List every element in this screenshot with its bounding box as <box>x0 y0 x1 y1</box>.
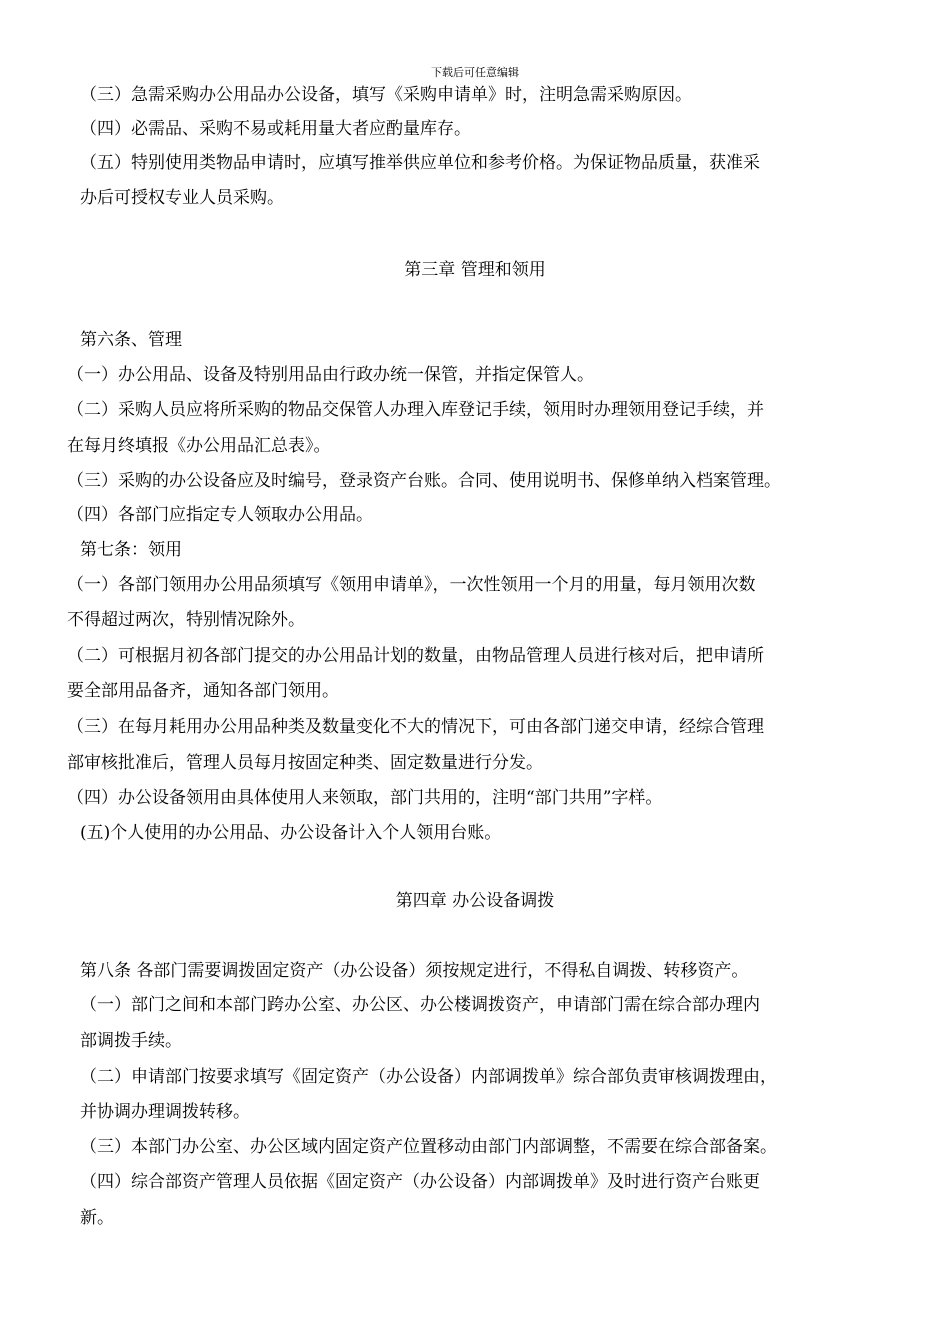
header-note: 下载后可任意编辑 <box>431 66 519 79</box>
body-line: （一）办公用品、设备及特别用品由行政办统一保管，并指定保管人。 <box>67 365 594 385</box>
body-line: （三）采购的办公设备应及时编号，登录资产台账。合同、使用说明书、保修单纳入档案管理。 <box>67 471 781 491</box>
chapter-heading: 第四章 办公设备调拨 <box>395 891 555 911</box>
body-line: 部审核批准后，管理人员每月按固定种类、固定数量进行分发。 <box>67 753 543 773</box>
body-line: 在每月终填报《办公用品汇总表》。 <box>67 436 331 456</box>
body-line: 并协调办理调拨转移。 <box>80 1102 250 1122</box>
body-line: 部调拨手续。 <box>80 1031 182 1051</box>
article-title: 第七条：领用 <box>80 540 182 560</box>
body-line: （三）在每月耗用办公用品种类及数量变化不大的情况下，可由各部门递交申请，经综合管理 <box>67 717 764 737</box>
body-line: （三）本部门办公室、办公区域内固定资产位置移动由部门内部调整，不需要在综合部备案。 <box>80 1137 777 1157</box>
body-line: （二）采购人员应将所采购的物品交保管人办理入库登记手续，领用时办理领用登记手续，并 <box>67 400 764 420</box>
body-line: （二）申请部门按要求填写《固定资产（办公设备）内部调拨单》综合部负责审核调拨理由， <box>80 1067 777 1087</box>
body-line: （四）各部门应指定专人领取办公用品。 <box>67 505 373 525</box>
body-line: (五)个人使用的办公用品、办公设备计入个人领用台账。 <box>80 823 502 843</box>
body-line: 新。 <box>80 1208 114 1228</box>
body-line: 要全部用品备齐，通知各部门领用。 <box>67 681 339 701</box>
body-line: 办后可授权专业人员采购。 <box>80 188 284 208</box>
body-line: （五）特别使用类物品申请时，应填写推举供应单位和参考价格。为保证物品质量，获准采 <box>80 153 760 173</box>
body-line: （四）必需品、采购不易或耗用量大者应酌量库存。 <box>80 119 471 139</box>
body-line: （二）可根据月初各部门提交的办公用品计划的数量，由物品管理人员进行核对后，把申请所 <box>67 646 764 666</box>
chapter-heading: 第三章 管理和领用 <box>404 260 546 280</box>
body-line: （一）部门之间和本部门跨办公室、办公区、办公楼调拨资产，申请部门需在综合部办理内 <box>80 995 760 1015</box>
body-line: （四）办公设备领用由具体使用人来领取，部门共用的，注明“部门共用”字样。 <box>67 788 663 808</box>
body-line: 不得超过两次，特别情况除外。 <box>67 610 305 630</box>
body-line: （三）急需采购办公用品办公设备，填写《采购申请单》时，注明急需采购原因。 <box>80 85 692 105</box>
body-line: （一）各部门领用办公用品须填写《领用申请单》，一次性领用一个月的用量，每月领用次数 <box>67 575 756 595</box>
article-title: 第八条 各部门需要调拨固定资产（办公设备）须按规定进行，不得私自调拨、转移资产。 <box>80 961 749 981</box>
article-title: 第六条、管理 <box>80 330 182 350</box>
body-line: （四）综合部资产管理人员依据《固定资产（办公设备）内部调拨单》及时进行资产台账更 <box>80 1172 760 1192</box>
